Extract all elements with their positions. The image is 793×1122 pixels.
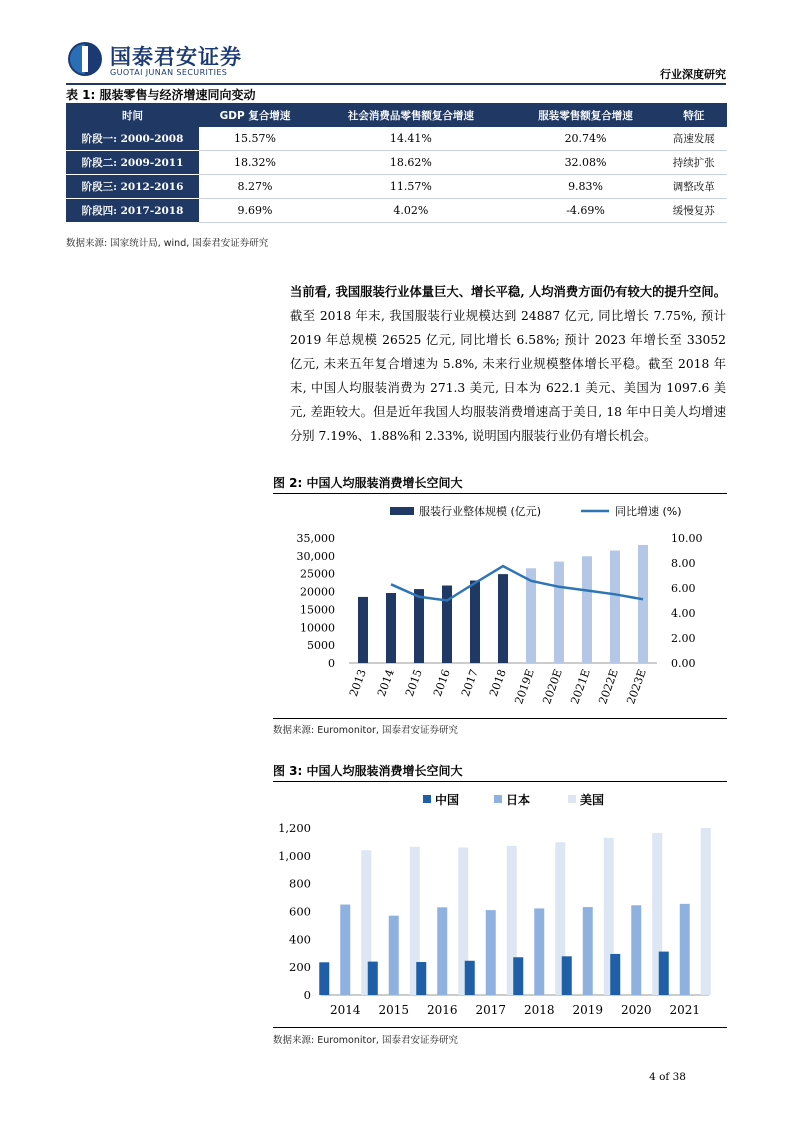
figure3-title: 图 3: 中国人均服装消费增长空间大 bbox=[273, 764, 463, 778]
legend-swatch-scale bbox=[390, 507, 414, 515]
table-cell: 8.27% bbox=[199, 175, 311, 199]
x-tick-label: 2018 bbox=[487, 667, 509, 699]
y-tick-label-left: 35,000 bbox=[296, 532, 335, 545]
table-cell: 20.74% bbox=[511, 127, 661, 151]
bar bbox=[583, 907, 593, 995]
figure2-bottom-rule bbox=[273, 718, 727, 719]
y-tick-label: 400 bbox=[289, 932, 311, 947]
x-tick-label: 2022E bbox=[596, 667, 621, 706]
y-tick-label-right: 0.00 bbox=[671, 657, 696, 670]
x-tick-label: 2020 bbox=[620, 1003, 652, 1017]
bar bbox=[470, 581, 480, 664]
column-header: GDP 复合增速 bbox=[199, 103, 311, 127]
bar bbox=[534, 908, 544, 995]
y-tick-label: 1,200 bbox=[278, 821, 311, 835]
y-tick-label-left: 30,000 bbox=[296, 549, 335, 563]
bar bbox=[386, 593, 396, 663]
table-row bbox=[66, 199, 727, 223]
figure3-source-note: 数据来源: Euromonitor, 国泰君安证券研究 bbox=[273, 1035, 458, 1046]
table-cell: 14.41% bbox=[311, 127, 511, 151]
table-cell: 18.32% bbox=[199, 151, 311, 175]
bar bbox=[582, 556, 592, 663]
bar bbox=[610, 551, 620, 664]
column-header: 社会消费品零售额复合增速 bbox=[311, 103, 511, 127]
x-tick-label: 2019E bbox=[512, 667, 537, 706]
bar bbox=[368, 962, 378, 995]
x-tick-label: 2017 bbox=[459, 667, 481, 699]
bar bbox=[701, 828, 711, 995]
legend-swatch bbox=[568, 795, 576, 803]
figure3-chart bbox=[273, 783, 727, 1025]
bar bbox=[680, 904, 690, 995]
logo-english-name: GUOTAI JUNAN SECURITIES bbox=[110, 68, 228, 77]
y-tick-label: 800 bbox=[289, 876, 311, 891]
bar bbox=[486, 910, 496, 995]
table-cell-stage: 阶段一: 2000-2008 bbox=[66, 127, 199, 151]
x-tick-label: 2023E bbox=[624, 667, 649, 706]
figure2-top-rule bbox=[273, 493, 727, 494]
bar bbox=[414, 589, 424, 663]
y-tick-label: 600 bbox=[289, 904, 311, 919]
paragraph-lead: 当前看, 我国服装行业体量巨大、增长平稳, 人均消费方面仍有较大的提升空间。 bbox=[290, 284, 726, 299]
table-cell: 调整改革 bbox=[660, 175, 727, 199]
table-cell: 15.57% bbox=[199, 127, 311, 151]
table-cell: 4.02% bbox=[311, 199, 511, 223]
data-table bbox=[66, 103, 727, 223]
y-tick-label-right: 6.00 bbox=[671, 582, 696, 595]
y-tick-label-right: 4.00 bbox=[671, 607, 696, 620]
table-cell: 缓慢复苏 bbox=[660, 199, 727, 223]
table-cell: 32.08% bbox=[511, 151, 661, 175]
legend-label: 服装行业整体规模 (亿元) bbox=[419, 505, 542, 518]
y-tick-label-left: 0 bbox=[328, 657, 335, 670]
body-paragraph bbox=[290, 280, 726, 448]
x-tick-label: 2015 bbox=[378, 1003, 410, 1017]
bar bbox=[638, 545, 648, 663]
legend-swatch bbox=[494, 795, 502, 803]
bar bbox=[610, 954, 620, 995]
table-cell: 11.57% bbox=[311, 175, 511, 199]
y-tick-label: 1,000 bbox=[278, 848, 311, 863]
x-tick-label: 2016 bbox=[426, 1003, 458, 1017]
legend-label: 中国 bbox=[435, 793, 460, 807]
paragraph-body: 截至 2018 年末, 我国服装行业规模达到 24887 亿元, 同比增长 7.75%, 预计 2019 年总规模 26525 亿元, 同比增长 6.58%; 预计 2023 年增长至 33052 亿元, 未来五年复合增速为 5.8%, 未来行业规模整体增长平稳。截至 2018 年末, 中国人均服装消费为 271.3 美元, 日本为 622.1 美元、美国为 1097.6 美元, 差距较大。但是近年我国人均服装消费增速高于美日, 18 年中日美人均增速分别 7.19%、1.88%和 2.33%, 说明国内服装行业仍有增长机会。 bbox=[290, 309, 726, 443]
y-tick-label-left: 5000 bbox=[307, 639, 335, 653]
column-header: 服装零售额复合增速 bbox=[511, 103, 661, 127]
legend-label: 美国 bbox=[580, 793, 605, 807]
bar bbox=[465, 961, 475, 995]
figure3-bottom-rule bbox=[273, 1027, 727, 1028]
table-cell: 持续扩张 bbox=[660, 151, 727, 175]
figure2-chart bbox=[273, 495, 727, 715]
figure2-title: 图 2: 中国人均服装消费增长空间大 bbox=[273, 476, 463, 490]
y-tick-label-right: 2.00 bbox=[671, 632, 696, 645]
table-row bbox=[66, 151, 727, 175]
figure3-top-rule bbox=[273, 781, 727, 782]
x-tick-label: 2019 bbox=[572, 1003, 604, 1017]
company-logo bbox=[66, 38, 296, 82]
bar bbox=[340, 905, 350, 995]
y-tick-label-left: 15000 bbox=[300, 603, 335, 617]
table-header-row bbox=[66, 103, 727, 127]
x-tick-label: 2017 bbox=[475, 1003, 507, 1017]
y-tick-label-right: 10.00 bbox=[671, 532, 703, 545]
x-tick-label: 2018 bbox=[523, 1003, 555, 1017]
x-tick-label: 2014 bbox=[329, 1003, 361, 1017]
header-divider bbox=[66, 83, 726, 85]
x-tick-label: 2013 bbox=[347, 667, 369, 699]
y-tick-label-right: 8.00 bbox=[671, 557, 696, 570]
y-tick-label: 200 bbox=[289, 960, 311, 975]
y-tick-label-left: 25000 bbox=[300, 567, 335, 581]
bar bbox=[562, 956, 572, 995]
table-cell: -4.69% bbox=[511, 199, 661, 223]
table-caption: 表 1: 服装零售与经济增速同向变动 bbox=[66, 88, 256, 102]
bar bbox=[358, 597, 368, 663]
table-cell-stage: 阶段四: 2017-2018 bbox=[66, 199, 199, 223]
table-cell-stage: 阶段三: 2012-2016 bbox=[66, 175, 199, 199]
table-source-note: 数据来源: 国家统计局, wind, 国泰君安证券研究 bbox=[66, 238, 269, 249]
table-row bbox=[66, 127, 727, 151]
x-tick-label: 2015 bbox=[403, 667, 425, 699]
page-number: 4 of 38 bbox=[649, 1071, 686, 1083]
table-cell: 高速发展 bbox=[660, 127, 727, 151]
table-cell: 18.62% bbox=[311, 151, 511, 175]
bar bbox=[416, 962, 426, 995]
x-tick-label: 2021 bbox=[669, 1003, 701, 1017]
bar bbox=[498, 574, 508, 663]
logo-mark-icon bbox=[66, 40, 104, 78]
table-cell: 9.69% bbox=[199, 199, 311, 223]
legend-swatch bbox=[423, 795, 431, 803]
bar bbox=[513, 957, 523, 995]
column-header: 时间 bbox=[66, 103, 199, 127]
report-type-label: 行业深度研究 bbox=[660, 68, 726, 81]
table-cell-stage: 阶段二: 2009-2011 bbox=[66, 151, 199, 175]
table-cell: 9.83% bbox=[511, 175, 661, 199]
x-tick-label: 2020E bbox=[540, 667, 565, 706]
bar bbox=[389, 916, 399, 995]
table-row bbox=[66, 175, 727, 199]
bar bbox=[554, 562, 564, 663]
y-tick-label: 0 bbox=[303, 988, 311, 1002]
logo-chinese-name: 国泰君安证券 bbox=[110, 45, 242, 69]
legend-label: 同比增速 (%) bbox=[615, 505, 682, 518]
column-header: 特征 bbox=[660, 103, 727, 127]
y-tick-label-left: 10000 bbox=[300, 621, 335, 635]
x-tick-label: 2021E bbox=[568, 667, 593, 706]
x-tick-label: 2014 bbox=[375, 667, 397, 699]
figure2-source-note: 数据来源: Euromonitor, 国泰君安证券研究 bbox=[273, 725, 458, 736]
growth-line bbox=[391, 566, 643, 600]
bar bbox=[631, 905, 641, 995]
bar bbox=[659, 952, 669, 995]
y-tick-label-left: 20000 bbox=[300, 585, 335, 599]
bar bbox=[437, 907, 447, 995]
bar bbox=[319, 962, 329, 995]
x-tick-label: 2016 bbox=[431, 667, 453, 699]
legend-label: 日本 bbox=[506, 793, 531, 807]
